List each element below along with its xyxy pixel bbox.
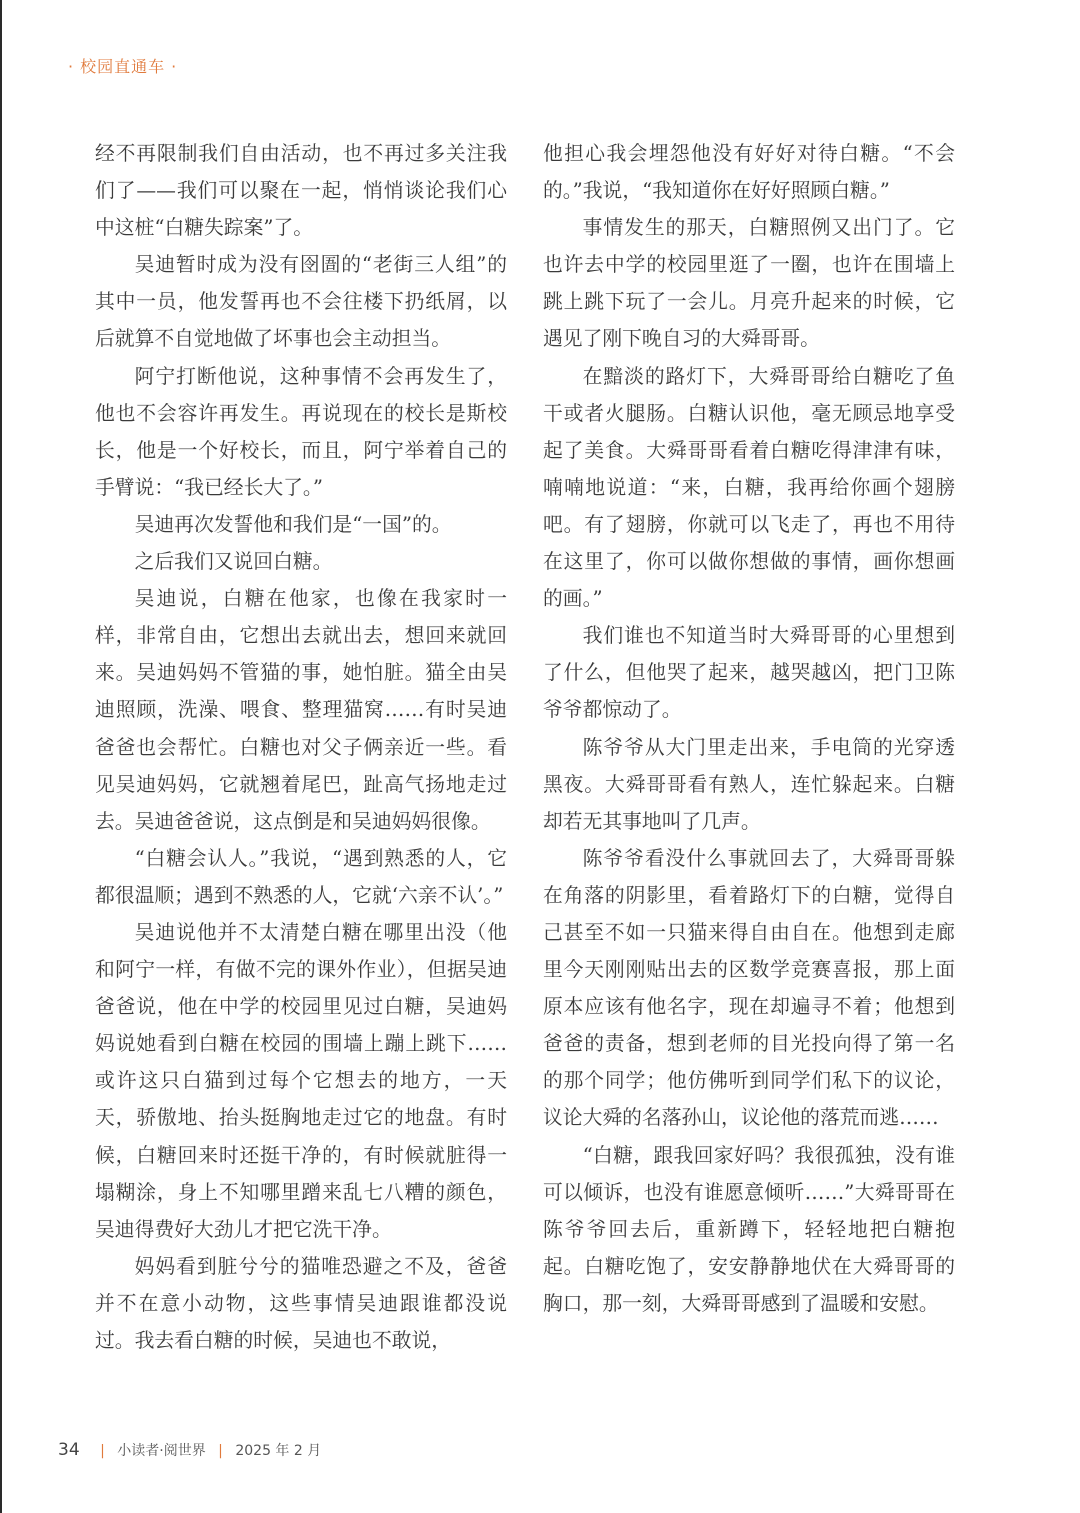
paragraph: 妈妈看到脏兮兮的猫唯恐避之不及，爸爸并不在意小动物，这些事情吴迪跟谁都没说过。我去看白糖的时候，吴迪也不敢说，: [95, 1254, 507, 1352]
issue-date: 2025 年 2 月: [235, 1443, 322, 1459]
section-title: 校园直通车: [80, 57, 166, 76]
footer-separator: |: [100, 1443, 105, 1459]
page-number: 34: [58, 1440, 80, 1460]
paragraph: 之后我们又说回白糖。: [134, 550, 333, 574]
paragraph: “白糖会认人。”我说，“遇到熟悉的人，它都很温顺；遇到不熟悉的人，它就‘六亲不认’。”: [95, 846, 507, 907]
paragraph: 吴迪说，白糖在他家，也像在我家时一样，非常自由，它想出去就出去，想回来就回来。吴迪妈妈不管猫的事，她怕脏。猫全由吴迪照顾，洗澡、喂食、整理猫窝……有时吴迪爸爸也会帮忙。白糖也对父子俩亲近一些。看见吴迪妈妈，它就翘着尾巴，趾高气扬地走过去。吴迪爸爸说，这点倒是和吴迪妈妈很像。: [95, 587, 507, 833]
header-dot-right: ·: [171, 57, 178, 76]
paragraph: 陈爷爷从大门里走出来，手电筒的光穿透黑夜。大舜哥哥看有熟人，连忙躲起来。白糖却若无其事地叫了几声。: [543, 735, 955, 833]
paragraph: “白糖，跟我回家好吗？我很孤独，没有谁可以倾诉，也没有谁愿意倾听……”大舜哥哥在陈爷爷回去后，重新蹲下，轻轻地把白糖抱起。白糖吃饱了，安安静静地伏在大舜哥哥的胸口，那一刻，大舜哥哥感到了温暖和安慰。: [543, 1143, 955, 1315]
footer-separator: |: [218, 1443, 223, 1459]
paragraph: 事情发生的那天，白糖照例又出门了。它也许去中学的校园里逛了一圈，也许在围墙上跳上跳下玩了一会儿。月亮升起来的时候，它遇见了刚下晚自习的大舜哥哥。: [543, 216, 955, 351]
left-column: [95, 135, 507, 1359]
paragraph: 阿宁打断他说，这种事情不会再发生了，他也不会容许再发生。再说现在的校长是斯校长，他是一个好校长，而且，阿宁举着自己的手臂说：“我已经长大了。”: [95, 364, 507, 499]
paragraph: 他担心我会埋怨他没有好好对待白糖。“不会的。”我说，“我知道你在好好照顾白糖。”: [543, 142, 955, 203]
paragraph: 陈爷爷看没什么事就回去了，大舜哥哥躲在角落的阴影里，看着路灯下的白糖，觉得自己甚至不如一只猫来得自由自在。他想到走廊里今天刚刚贴出去的区数学竞赛喜报，那上面原本应该有他名字，现在却遍寻不着；他想到爸爸的责备，想到老师的目光投向得了第一名的那个同学；他仿佛听到同学们私下的议论，议论大舜的名落孙山，议论他的落荒而逃……: [543, 846, 955, 1130]
paragraph: 经不再限制我们自由活动，也不再过多关注我们了——我们可以聚在一起，悄悄谈论我们心中这桩“白糖失踪案”了。: [95, 142, 507, 240]
magazine-name: 小读者·阅世界: [117, 1443, 206, 1459]
paragraph: 在黯淡的路灯下，大舜哥哥给白糖吃了鱼干或者火腿肠。白糖认识他，毫无顾忌地享受起了美食。大舜哥哥看着白糖吃得津津有味，喃喃地说道：“来，白糖，我再给你画个翅膀吧。有了翅膀，你就可以飞走了，再也不用待在这里了，你可以做你想做的事情，画你想画的画。”: [543, 364, 955, 611]
paragraph: 吴迪再次发誓他和我们是“一国”的。: [134, 512, 452, 536]
header-dot-left: ·: [68, 57, 75, 76]
page-footer: [58, 1440, 321, 1460]
paragraph: 吴迪暂时成为没有囹圄的“老街三人组”的其中一员，他发誓再也不会往楼下扔纸屑，以后就算不自觉地做了坏事也会主动担当。: [95, 253, 507, 351]
paragraph: 吴迪说他并不太清楚白糖在哪里出没（他和阿宁一样，有做不完的课外作业），但据吴迪爸爸说，他在中学的校园里见过白糖，吴迪妈妈说她看到白糖在校园的围墙上蹦上跳下……或许这只白猫到过每个它想去的地方，一天天，骄傲地、抬头挺胸地走过它的地盘。有时候，白糖回来时还挺干净的，有时候就脏得一塌糊涂，身上不知哪里蹭来乱七八糟的颜色，吴迪得费好大劲儿才把它洗干净。: [95, 920, 507, 1241]
paragraph: 我们谁也不知道当时大舜哥哥的心里想到了什么，但他哭了起来，越哭越凶，把门卫陈爷爷都惊动了。: [543, 624, 955, 722]
section-header: [62, 54, 183, 77]
right-column: [543, 135, 955, 1322]
page-edge-line: [0, 0, 2, 1513]
